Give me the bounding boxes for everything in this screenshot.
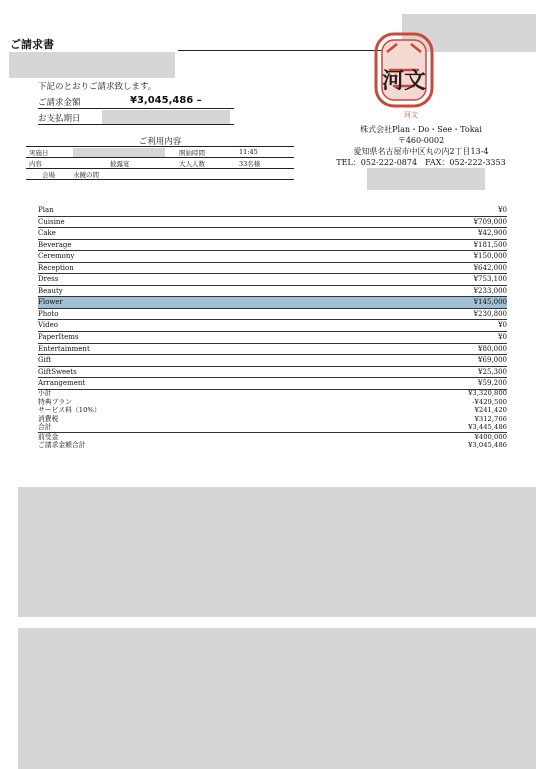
venue-label: 会場 <box>42 170 55 179</box>
redacted-section-1 <box>18 487 536 617</box>
company-contact: TEL：052-222-0874 FAX：052-222-3353 <box>336 158 506 167</box>
guests-label: 大人人数 <box>179 159 205 168</box>
start-time-value: 11:45 <box>239 148 258 156</box>
line-item: Entertainment ¥80,000 <box>38 344 507 356</box>
line-item: Plan ¥0 <box>38 205 507 217</box>
line-item: PaperItems ¥0 <box>38 332 507 344</box>
redacted-section-2 <box>18 628 536 769</box>
amount-value: ¥3,045,486 – <box>130 95 202 106</box>
total-row-service: サービス料（10%） ¥241,420 <box>38 406 507 414</box>
redacted-date <box>73 148 165 157</box>
total-row-deposit: 前受金 ¥400,000 <box>38 432 507 441</box>
content-value: 披露宴 <box>110 159 130 168</box>
line-item: Ceremony ¥150,000 <box>38 251 507 263</box>
line-item-highlighted: Flower ¥145,000 <box>38 297 507 309</box>
line-items <box>38 205 507 390</box>
total-row-subtotal: 小計 ¥3,320,800 <box>38 389 507 397</box>
company-postal: 〒460-0002 <box>397 136 445 145</box>
date-value-cell <box>70 147 176 158</box>
line-item: Dress ¥753,100 <box>38 274 507 286</box>
line-item: Cake ¥42,900 <box>38 228 507 240</box>
totals-block <box>38 389 507 450</box>
usage-heading: ご利用内容 <box>138 137 182 147</box>
company-name: 株式会社Plan・Do・See・Tokai <box>360 125 482 134</box>
date-label: 実施日 <box>29 148 49 157</box>
line-item: Beauty ¥233,000 <box>38 286 507 298</box>
total-row-grand: ご請求金額合計 ¥3,045,486 <box>38 441 507 449</box>
guests-value: 33名様 <box>239 159 261 168</box>
line-item: Cuisine ¥709,000 <box>38 217 507 229</box>
line-item: Reception ¥642,000 <box>38 263 507 275</box>
line-item: Beverage ¥181,500 <box>38 240 507 252</box>
total-row-tax: 消費税 ¥312,766 <box>38 414 507 423</box>
line-item: Video ¥0 <box>38 320 507 332</box>
company-seal <box>373 30 435 110</box>
line-item: GiftSweets ¥25,300 <box>38 367 507 379</box>
company-info <box>326 124 516 168</box>
content-label: 内容 <box>29 159 42 168</box>
due-date-row <box>38 111 234 125</box>
document-title: ご請求書 <box>10 38 54 51</box>
venue-value: 水鏡の間 <box>73 170 99 179</box>
line-item: Arrangement ¥59,200 <box>38 378 507 390</box>
seal-calligraphy: 河文 <box>381 68 427 94</box>
line-item: Gift ¥69,000 <box>38 355 507 367</box>
start-time-label: 開始時間 <box>179 148 205 157</box>
due-date-label: お支払期日 <box>38 114 81 124</box>
total-row-discount: 特典プラン -¥429,500 <box>38 397 507 406</box>
company-address: 愛知県名古屋市中区丸の内2丁目13-4 <box>353 147 489 156</box>
redacted-recipient <box>9 52 175 78</box>
usage-table <box>26 146 294 180</box>
redacted-due-date <box>102 110 230 124</box>
amount-label: ご請求金額 <box>38 98 81 108</box>
total-row-total: 合計 ¥3,445,486 <box>38 423 507 431</box>
line-item: Photo ¥230,800 <box>38 309 507 321</box>
amount-row <box>38 95 234 109</box>
redacted-company-extra <box>367 168 485 190</box>
seal-caption: 河文 <box>404 111 418 119</box>
intro-text: 下記のとおりご請求致します。 <box>38 82 157 92</box>
